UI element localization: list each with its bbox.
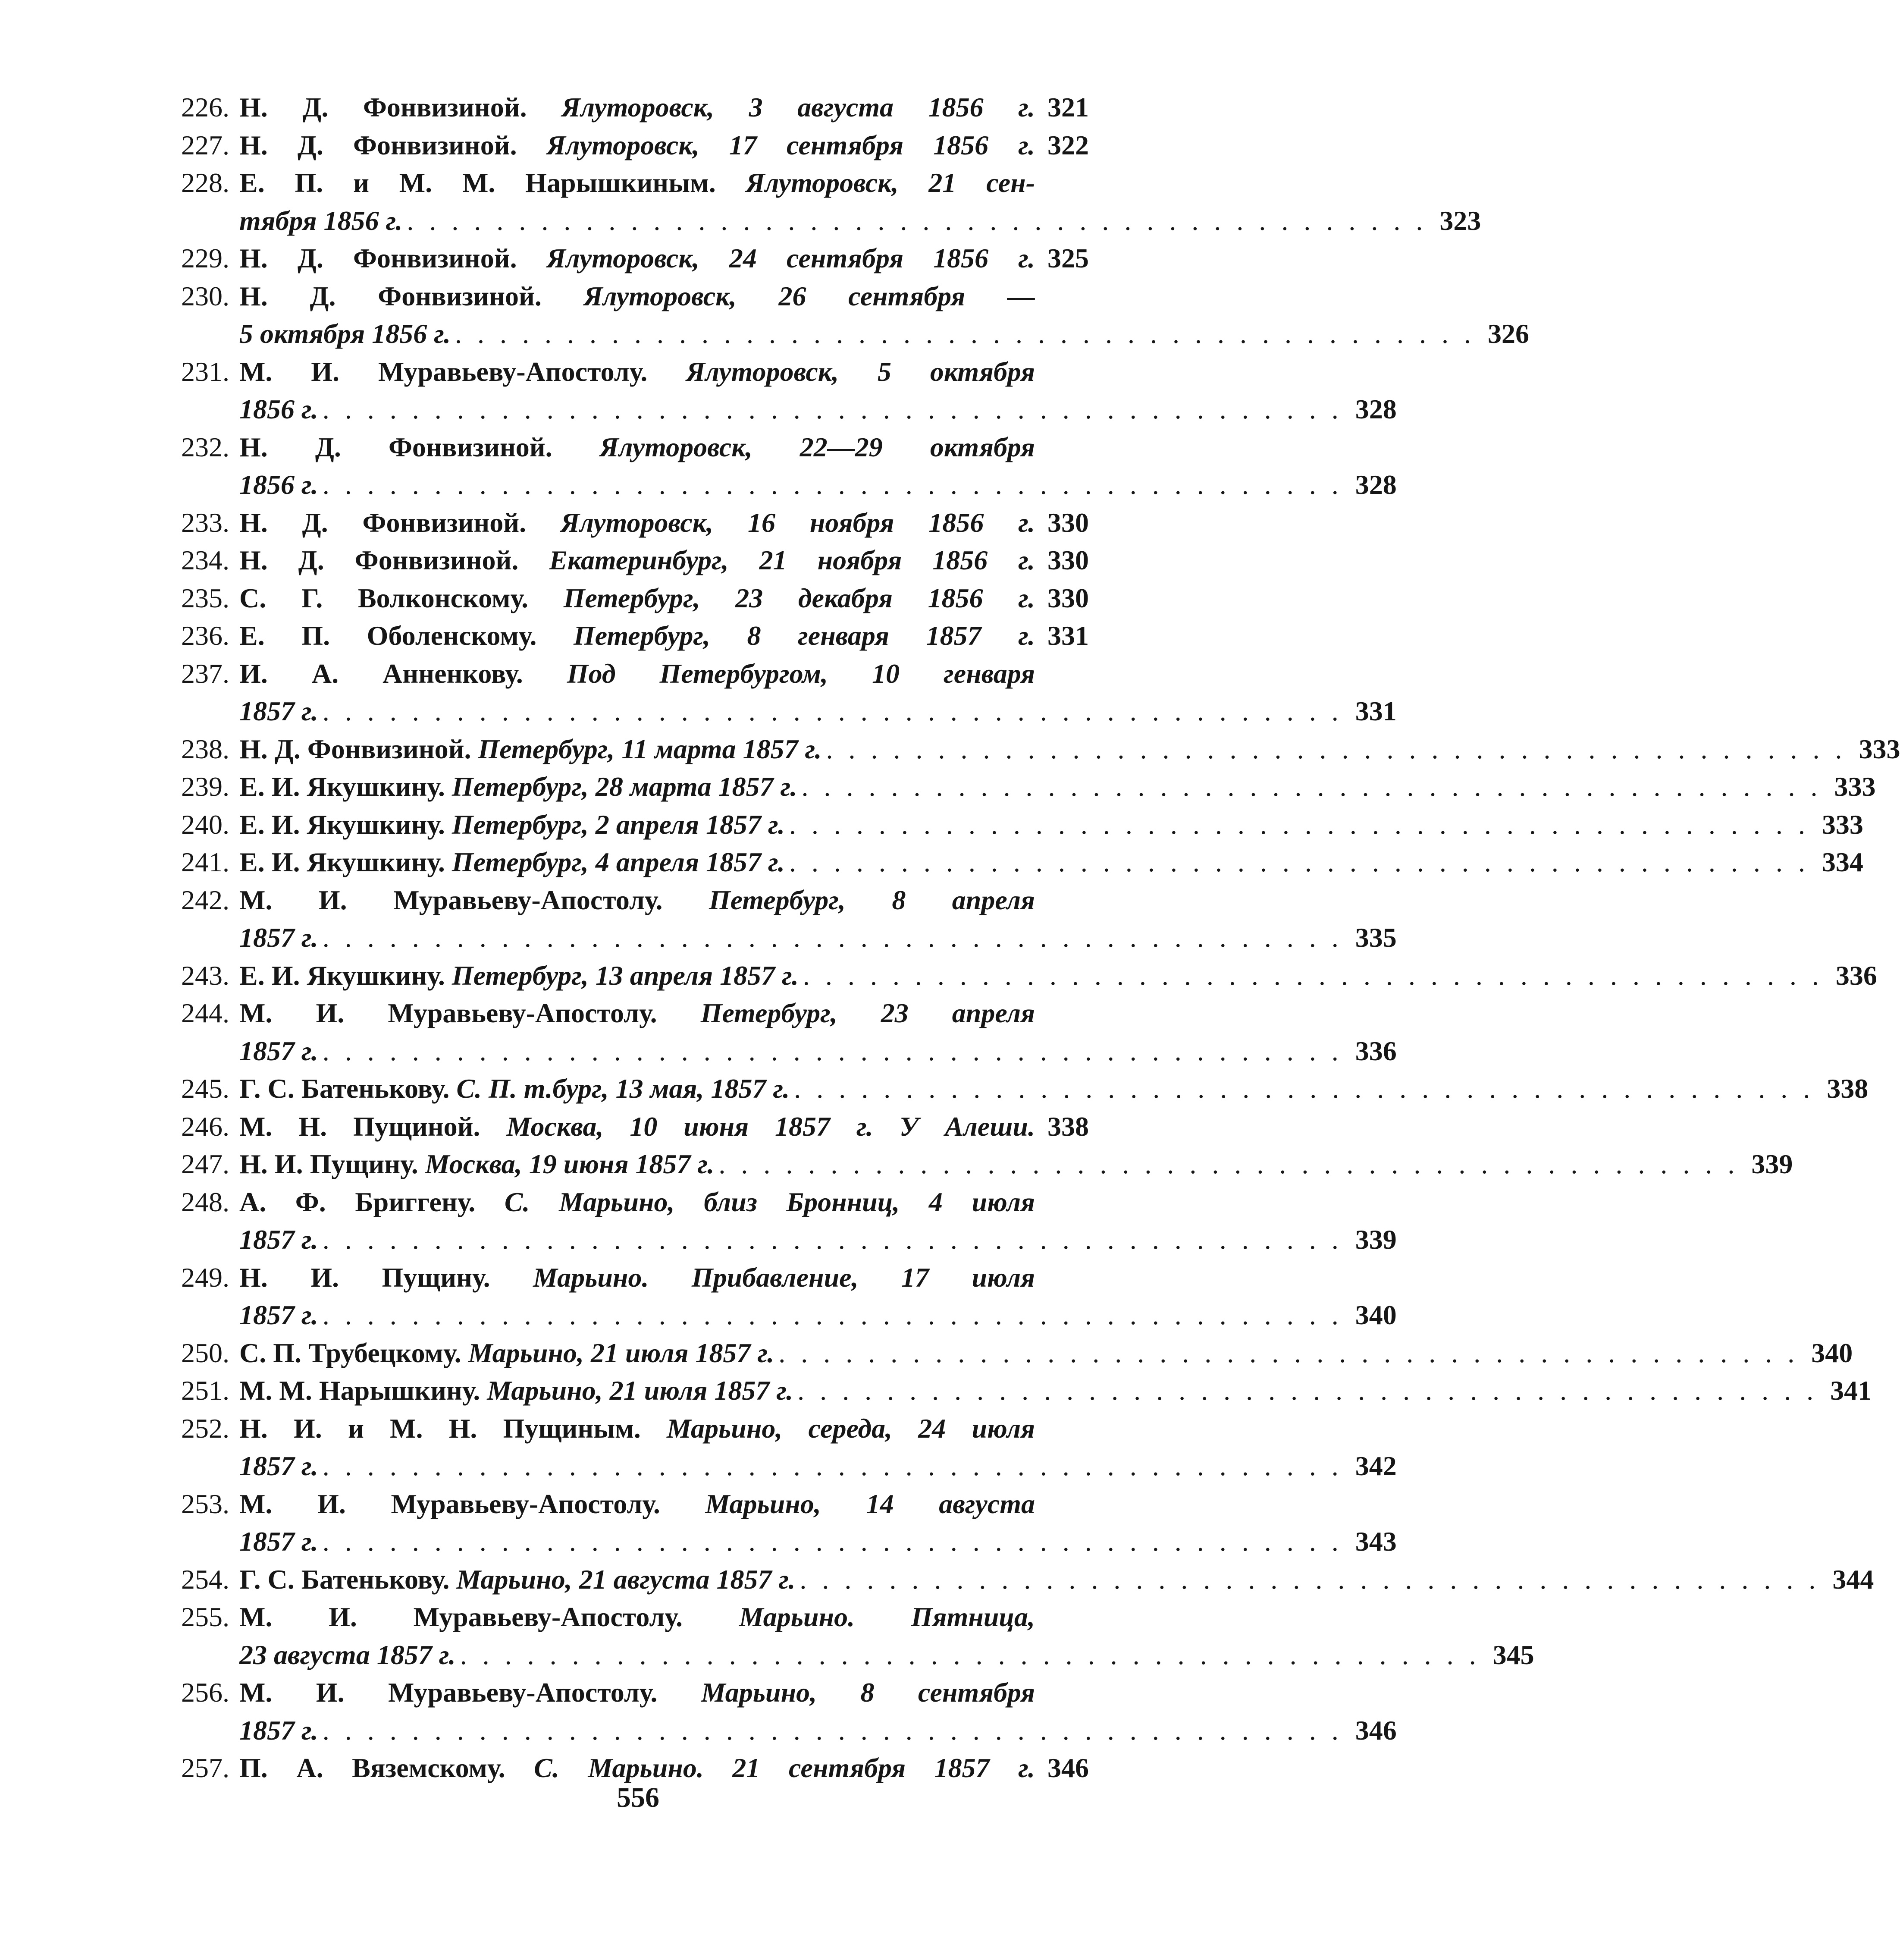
entry-addressee: Н. Д. Фонвизиной. (239, 545, 519, 575)
list-item (181, 88, 1089, 126)
entry-text (239, 994, 1035, 1032)
entry-addressee: Е. И. Якушкину. (239, 771, 445, 802)
entry-page-number: 330 (1047, 545, 1089, 575)
list-item (181, 164, 1481, 239)
entry-number: 227. (181, 129, 229, 160)
entry-first-line (181, 541, 1089, 579)
list-item (181, 957, 1877, 995)
entry-number: 226. (181, 92, 229, 122)
entry-first-line (181, 1410, 1089, 1448)
entry-addressee: Н. И. Пущину. (239, 1149, 418, 1179)
entry-addressee: Е. И. Якушкину. (239, 809, 445, 840)
entry-text (239, 806, 785, 844)
entry-addressee: Г. С. Батенькову. (239, 1564, 450, 1595)
entry-text (239, 277, 1035, 315)
entry-number: 244. (181, 998, 229, 1028)
entry-place-date-continued: 23 августа 1857 г. (239, 1639, 456, 1670)
entry-addressee: М. Н. Пущиной. (239, 1111, 480, 1142)
entry-continuation-line (181, 1221, 1397, 1259)
entry-text (239, 1070, 790, 1108)
list-item (181, 541, 1089, 579)
entry-place-date: Петербург, 11 марта 1857 г. (478, 733, 822, 764)
dot-leader: . . . . . . . . . . . . . . . . . . . . . . . . . . . . . . . . . . . . . . . . . . . . . . (322, 1224, 1343, 1255)
dot-leader: . . . . . . . . . . . . . . . . . . . . . . . . . . . . . . . . . . . . . . . . . . . . . . (800, 1564, 1820, 1595)
entry-continuation-line (181, 1032, 1397, 1070)
entry-page-number: 333 (1822, 809, 1863, 840)
entry-text (239, 1674, 1035, 1712)
dot-leader: . . . . . . . . . . . . . . . . . . . . . . . . . . . . . . . . . . . . . . . . . . . . . . (322, 1715, 1343, 1746)
entry-page-number: 321 (1047, 92, 1089, 122)
list-item (181, 655, 1397, 730)
entry-place-date: Марьино, 21 июля 1857 г. (487, 1375, 793, 1406)
entry-first-line (181, 1070, 1869, 1108)
list-item (181, 1334, 1853, 1372)
entry-text (239, 1259, 1035, 1297)
entry-place-date-continued: 1857 г. (239, 1300, 318, 1330)
entry-number: 257. (181, 1753, 229, 1783)
dot-leader: . . . . . . . . . . . . . . . . . . . . . . . . . . . . . . . . . . . . . . . . . . . . . . (789, 809, 1809, 840)
entry-number: 236. (181, 620, 229, 651)
entry-addressee: Г. С. Батенькову. (239, 1073, 450, 1104)
entry-place-date: Ялуторовск, 5 октября (686, 356, 1035, 387)
entry-addressee: М. И. Муравьеву-Апостолу. (239, 998, 657, 1028)
entry-place-date: Петербург, 2 апреля 1857 г. (451, 809, 785, 840)
entry-place-date: Петербург, 8 генваря 1857 г. (573, 620, 1035, 651)
entry-text (239, 541, 1035, 579)
entry-page-number: 336 (1355, 1035, 1397, 1066)
entry-number: 242. (181, 884, 229, 915)
entry-addressee: С. Г. Волконскому. (239, 582, 529, 613)
dot-leader: . . . . . . . . . . . . . . . . . . . . . . . . . . . . . . . . . . . . . . . . . . . . . . (455, 318, 1475, 349)
entry-place-date: Екатеринбург, 21 ноября 1856 г. (549, 545, 1035, 575)
entry-place-date: Ялуторовск, 17 сентября 1856 г. (546, 129, 1035, 160)
entry-page-number: 323 (1439, 205, 1481, 236)
list-item (181, 730, 1900, 768)
entry-first-line (181, 428, 1089, 466)
entry-page-number: 346 (1355, 1715, 1397, 1746)
entry-place-date: С. П. т.бург, 13 мая, 1857 г. (456, 1073, 790, 1104)
entry-number: 241. (181, 847, 229, 877)
entry-text (239, 617, 1035, 655)
list-item (181, 579, 1089, 617)
list-item (181, 881, 1397, 957)
entry-first-line (181, 1108, 1089, 1146)
entry-number: 256. (181, 1677, 229, 1708)
entry-place-date: Марьино, середа, 24 июля (666, 1413, 1035, 1444)
entry-page-number: 340 (1355, 1300, 1397, 1330)
entry-place-date-continued: 1857 г. (239, 1035, 318, 1066)
entry-text (239, 957, 799, 995)
entry-place-date: Ялуторовск, 22—29 октября (599, 431, 1035, 462)
entry-first-line (181, 1598, 1089, 1636)
entry-continuation-line (181, 1636, 1534, 1674)
entry-number: 252. (181, 1413, 229, 1444)
list-item (181, 1598, 1534, 1674)
entry-number: 228. (181, 167, 229, 198)
entry-text (239, 164, 1035, 202)
entry-text (239, 88, 1035, 126)
dot-leader: . . . . . . . . . . . . . . . . . . . . . . . . . . . . . . . . . . . . . . . . . . . . . . (718, 1149, 1739, 1179)
entry-place-date: С. Марьино. 21 сентября 1857 г. (534, 1753, 1035, 1783)
entry-page-number: 346 (1047, 1753, 1089, 1783)
dot-leader: . . . . . . . . . . . . . . . . . . . . . . . . . . . . . . . . . . . . . . . . . . . . . . (797, 1375, 1818, 1406)
list-item (181, 994, 1397, 1070)
entry-addressee: Н. Д. Фонвизиной. (239, 280, 542, 311)
entry-addressee: М. М. Нарышкину. (239, 1375, 480, 1406)
dot-leader: . . . . . . . . . . . . . . . . . . . . . . . . . . . . . . . . . . . . . . . . . . . . . . (794, 1073, 1815, 1104)
entry-text (239, 1145, 714, 1183)
entry-first-line (181, 655, 1089, 693)
entry-number: 237. (181, 658, 229, 689)
entry-first-line (181, 239, 1089, 277)
entry-text (239, 881, 1035, 919)
entry-number: 254. (181, 1564, 229, 1595)
entry-page-number: 339 (1751, 1149, 1793, 1179)
entry-continuation-line (181, 1296, 1397, 1334)
entry-place-date: Ялуторовск, 24 сентября 1856 г. (546, 243, 1035, 273)
entry-first-line (181, 277, 1089, 315)
entry-addressee: Е. И. Якушкину. (239, 847, 445, 877)
dot-leader: . . . . . . . . . . . . . . . . . . . . . . . . . . . . . . . . . . . . . . . . . . . . . . (322, 1035, 1343, 1066)
entry-first-line (181, 843, 1863, 881)
entry-page-number: 322 (1047, 129, 1089, 160)
list-item (181, 1674, 1397, 1749)
entry-continuation-line (181, 1712, 1397, 1750)
entry-text (239, 843, 785, 881)
entry-number: 249. (181, 1262, 229, 1293)
entry-number: 255. (181, 1602, 229, 1632)
entry-addressee: П. А. Вяземскому. (239, 1753, 505, 1783)
entry-addressee: Н. И. Пущину. (239, 1262, 490, 1293)
entry-number: 248. (181, 1186, 229, 1217)
dot-leader: . . . . . . . . . . . . . . . . . . . . . . . . . . . . . . . . . . . . . . . . . . . . . . (322, 1300, 1343, 1330)
dot-leader: . . . . . . . . . . . . . . . . . . . . . . . . . . . . . . . . . . . . . . . . . . . . . . (322, 1526, 1343, 1557)
entry-place-date-continued: 1857 г. (239, 1451, 318, 1481)
entry-number: 238. (181, 733, 229, 764)
table-of-contents (181, 88, 1900, 1787)
list-item (181, 1485, 1397, 1561)
entry-place-date: Петербург, 13 апреля 1857 г. (451, 960, 799, 991)
page-number: 556 (617, 1782, 659, 1813)
entry-addressee: С. П. Трубецкому. (239, 1337, 461, 1368)
list-item (181, 126, 1089, 164)
entry-place-date: Марьино, 14 августа (705, 1488, 1035, 1519)
entry-addressee: М. И. Муравьеву-Апостолу. (239, 884, 663, 915)
entry-page-number: 330 (1047, 507, 1089, 538)
dot-leader: . . . . . . . . . . . . . . . . . . . . . . . . . . . . . . . . . . . . . . . . . . . . . . (803, 960, 1823, 991)
entry-place-date: Петербург, 4 апреля 1857 г. (451, 847, 785, 877)
entry-addressee: М. И. Муравьеву-Апостолу. (239, 1488, 660, 1519)
dot-leader: . . . . . . . . . . . . . . . . . . . . . . . . . . . . . . . . . . . . . . . . . . . . . . (322, 922, 1343, 953)
entry-text (239, 126, 1035, 164)
entry-page-number: 334 (1822, 847, 1863, 877)
entry-first-line (181, 1183, 1089, 1221)
entry-place-date: Москва, 19 июня 1857 г. (425, 1149, 715, 1179)
entry-place-date: Москва, 10 июня 1857 г. У Алеши. (506, 1111, 1035, 1142)
list-item (181, 1070, 1869, 1108)
entry-text (239, 1334, 774, 1372)
entry-place-date: Ялуторовск, 26 сентября — (583, 280, 1035, 311)
entry-page-number: 333 (1834, 771, 1876, 802)
entry-text (239, 428, 1035, 466)
list-item (181, 1410, 1397, 1485)
entry-number: 231. (181, 356, 229, 387)
entry-text (239, 1372, 793, 1410)
entry-text (239, 353, 1035, 391)
entry-first-line (181, 730, 1900, 768)
entry-place-date: С. Марьино, близ Бронниц, 4 июля (504, 1186, 1035, 1217)
entry-place-date: Ялуторовск, 21 сен- (746, 167, 1035, 198)
entry-first-line (181, 1372, 1872, 1410)
entry-addressee: М. И. Муравьеву-Апостолу. (239, 1602, 683, 1632)
dot-leader: . . . . . . . . . . . . . . . . . . . . . . . . . . . . . . . . . . . . . . . . . . . . . . (778, 1337, 1799, 1368)
entry-number: 239. (181, 771, 229, 802)
entry-continuation-line (181, 315, 1529, 353)
entry-place-date-continued: тября 1856 г. (239, 205, 403, 236)
entry-place-date-continued: 1856 г. (239, 394, 318, 424)
entry-addressee: А. Ф. Бриггену. (239, 1186, 476, 1217)
entry-place-date: Ялуторовск, 16 ноября 1856 г. (561, 507, 1035, 538)
entry-number: 230. (181, 280, 229, 311)
list-item (181, 617, 1089, 655)
entry-addressee: И. А. Анненкову. (239, 658, 523, 689)
entry-continuation-line (181, 1447, 1397, 1485)
entry-text (239, 504, 1035, 542)
entry-first-line (181, 579, 1089, 617)
entry-text (239, 1598, 1035, 1636)
entry-page-number: 333 (1859, 733, 1900, 764)
dot-leader: . . . . . . . . . . . . . . . . . . . . . . . . . . . . . . . . . . . . . . . . . . . . . . (789, 847, 1809, 877)
entry-page-number: 339 (1355, 1224, 1397, 1255)
list-item (181, 353, 1397, 428)
entry-first-line (181, 504, 1089, 542)
entry-first-line (181, 1259, 1089, 1297)
entry-number: 229. (181, 243, 229, 273)
entry-place-date-continued: 1856 г. (239, 469, 318, 500)
entry-page-number: 342 (1355, 1451, 1397, 1481)
list-item (181, 806, 1863, 844)
list-item (181, 1259, 1397, 1334)
entry-addressee: М. И. Муравьеву-Апостолу. (239, 1677, 658, 1708)
entry-number: 250. (181, 1337, 229, 1368)
entry-place-date: Петербург, 23 декабря 1856 г. (563, 582, 1035, 613)
entry-text (239, 1485, 1035, 1523)
entry-place-date-continued: 5 октября 1856 г. (239, 318, 451, 349)
entry-addressee: Н. Д. Фонвизиной. (239, 733, 471, 764)
entry-page-number: 338 (1827, 1073, 1869, 1104)
dot-leader: . . . . . . . . . . . . . . . . . . . . . . . . . . . . . . . . . . . . . . . . . . . . . . (322, 1451, 1343, 1481)
entry-addressee: М. И. Муравьеву-Апостолу. (239, 356, 648, 387)
entry-text (239, 579, 1035, 617)
entry-first-line (181, 1485, 1089, 1523)
entry-place-date-continued: 1857 г. (239, 1526, 318, 1557)
entry-addressee: Е. П. и М. М. Нарышкиным. (239, 167, 716, 198)
entry-page-number: 338 (1047, 1111, 1089, 1142)
entry-continuation-line (181, 202, 1481, 240)
entry-first-line (181, 1334, 1853, 1372)
entry-page-number: 344 (1832, 1564, 1874, 1595)
entry-page-number: 325 (1047, 243, 1089, 273)
entry-page-number: 343 (1355, 1526, 1397, 1557)
entry-first-line (181, 126, 1089, 164)
list-item (181, 1372, 1872, 1410)
entry-page-number: 328 (1355, 469, 1397, 500)
entry-place-date: Ялуторовск, 3 августа 1856 г. (561, 92, 1035, 122)
entry-first-line (181, 617, 1089, 655)
entry-addressee: Н. Д. Фонвизиной. (239, 507, 527, 538)
entry-first-line (181, 164, 1089, 202)
entry-first-line (181, 957, 1877, 995)
dot-leader: . . . . . . . . . . . . . . . . . . . . . . . . . . . . . . . . . . . . . . . . . . . . . . (322, 469, 1343, 500)
list-item (181, 1561, 1874, 1599)
entry-place-date: Под Петербургом, 10 генваря (567, 658, 1035, 689)
entry-continuation-line (181, 390, 1397, 428)
entry-first-line (181, 1674, 1089, 1712)
entry-number: 246. (181, 1111, 229, 1142)
entry-page-number: 345 (1492, 1639, 1534, 1670)
list-item (181, 1183, 1397, 1259)
entry-place-date: Петербург, 23 апреля (700, 998, 1035, 1028)
list-item (181, 504, 1089, 542)
entry-addressee: Н. И. и М. Н. Пущиным. (239, 1413, 641, 1444)
entry-first-line (181, 994, 1089, 1032)
dot-leader: . . . . . . . . . . . . . . . . . . . . . . . . . . . . . . . . . . . . . . . . . . . . . . (801, 771, 1822, 802)
entry-number: 253. (181, 1488, 229, 1519)
entry-first-line (181, 1145, 1793, 1183)
list-item (181, 1145, 1793, 1183)
entry-page-number: 335 (1355, 922, 1397, 953)
entry-place-date-continued: 1857 г. (239, 1224, 318, 1255)
entry-addressee: Е. И. Якушкину. (239, 960, 445, 991)
dot-leader: . . . . . . . . . . . . . . . . . . . . . . . . . . . . . . . . . . . . . . . . . . . . . . (322, 696, 1343, 726)
list-item (181, 277, 1529, 353)
entry-first-line (181, 1561, 1874, 1599)
list-item (181, 239, 1089, 277)
entry-first-line (181, 881, 1089, 919)
entry-place-date: Марьино, 21 августа 1857 г. (456, 1564, 796, 1595)
entry-number: 240. (181, 809, 229, 840)
entry-place-date: Марьино. Пятница, (739, 1602, 1035, 1632)
entry-page-number: 331 (1355, 696, 1397, 726)
entry-page-number: 331 (1047, 620, 1089, 651)
entry-text (239, 1561, 795, 1599)
entry-number: 251. (181, 1375, 229, 1406)
entry-continuation-line (181, 466, 1397, 504)
entry-continuation-line (181, 1523, 1397, 1561)
entry-first-line (181, 768, 1876, 806)
list-item (181, 843, 1863, 881)
entry-first-line (181, 353, 1089, 391)
entry-addressee: Н. Д. Фонвизиной. (239, 92, 527, 122)
entry-text (239, 1183, 1035, 1221)
entry-page-number: 340 (1811, 1337, 1853, 1368)
entry-number: 235. (181, 582, 229, 613)
entry-place-date: Марьино. Прибавление, 17 июля (533, 1262, 1035, 1293)
entry-page-number: 341 (1830, 1375, 1872, 1406)
list-item (181, 1108, 1089, 1146)
entry-first-line (181, 806, 1863, 844)
entry-number: 243. (181, 960, 229, 991)
dot-leader: . . . . . . . . . . . . . . . . . . . . . . . . . . . . . . . . . . . . . . . . . . . . . . (322, 394, 1343, 424)
list-item (181, 428, 1397, 504)
entry-text (239, 730, 821, 768)
entry-place-date: Петербург, 28 марта 1857 г. (451, 771, 797, 802)
entry-text (239, 655, 1035, 693)
entry-text (239, 1410, 1035, 1448)
dot-leader: . . . . . . . . . . . . . . . . . . . . . . . . . . . . . . . . . . . . . . . . . . . . . . (460, 1639, 1480, 1670)
entry-place-date-continued: 1857 г. (239, 1715, 318, 1746)
entry-first-line (181, 88, 1089, 126)
entry-place-date-continued: 1857 г. (239, 696, 318, 726)
dot-leader: . . . . . . . . . . . . . . . . . . . . . . . . . . . . . . . . . . . . . . . . . . . . . . (407, 205, 1427, 236)
entry-place-date: Марьино, 8 сентября (701, 1677, 1035, 1708)
entry-number: 233. (181, 507, 229, 538)
entry-place-date: Марьино, 21 июля 1857 г. (468, 1337, 774, 1368)
entry-addressee: Н. Д. Фонвизиной. (239, 243, 517, 273)
entry-page-number: 326 (1487, 318, 1529, 349)
entry-number: 232. (181, 431, 229, 462)
entry-page-number: 330 (1047, 582, 1089, 613)
entry-text (239, 1108, 1035, 1146)
list-item (181, 768, 1876, 806)
entry-place-date-continued: 1857 г. (239, 922, 318, 953)
entry-number: 247. (181, 1149, 229, 1179)
entry-page-number: 336 (1835, 960, 1877, 991)
entry-text (239, 239, 1035, 277)
entry-addressee: Е. П. Оболенскому. (239, 620, 537, 651)
entry-text (239, 768, 797, 806)
entry-place-date: Петербург, 8 апреля (709, 884, 1035, 915)
dot-leader: . . . . . . . . . . . . . . . . . . . . . . . . . . . . . . . . . . . . . . . . . . . . . . (826, 733, 1847, 764)
entry-continuation-line (181, 919, 1397, 957)
entry-addressee: Н. Д. Фонвизиной. (239, 431, 552, 462)
entry-continuation-line (181, 692, 1397, 730)
entry-addressee: Н. Д. Фонвизиной. (239, 129, 517, 160)
entry-number: 245. (181, 1073, 229, 1104)
entry-number: 234. (181, 545, 229, 575)
entry-page-number: 328 (1355, 394, 1397, 424)
